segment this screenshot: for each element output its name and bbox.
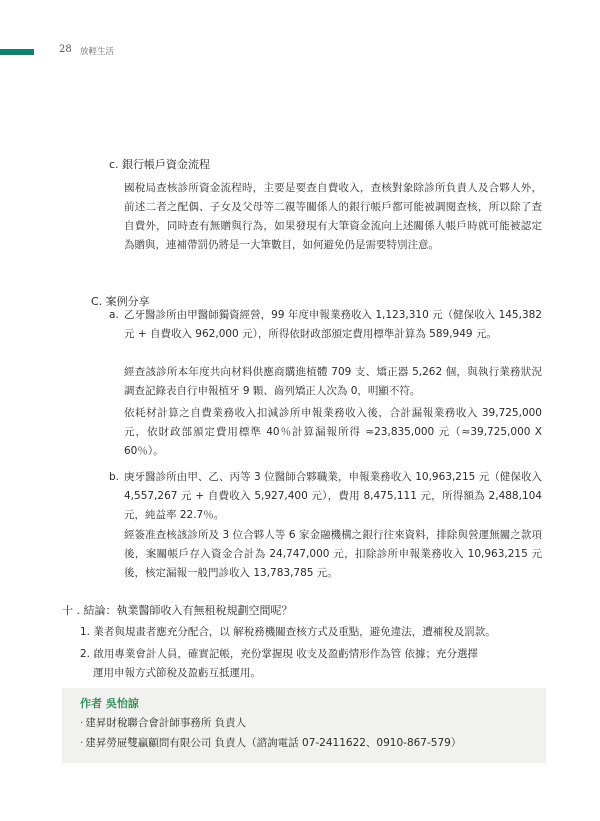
- conclusion-item-2-line-2: 運用申報方式節稅及盈虧互抵運用。: [93, 667, 261, 679]
- conclusion-item-2: [80, 645, 550, 683]
- conclusion-item-2-line-1: 2. 啟用專業會計人員，確實記帳，充份掌握現 收支及盈虧情形作為管 依據；充分選擇: [80, 648, 479, 660]
- subsection-heading-c: c. 銀行帳戶資金流程: [109, 158, 211, 171]
- bullet-icon: ·: [80, 737, 84, 749]
- author-title: 作者 吳怡諒: [80, 697, 139, 710]
- conclusion-heading: 十 . 結論：執業醫師收入有無租稅規劃空間呢？: [62, 604, 293, 617]
- case-a-paragraph-3: 依耗材計算之自費業務收入扣減診所申報業務收入後，合計漏報業務收入 39,725,000 元，依財政部頒定費用標準 40％計算漏報所得 ≈23,835,000 元（≈39,725,000 X 60％）。: [124, 407, 542, 457]
- case-b-paragraph-1: 庚牙醫診所由甲、乙、丙等 3 位醫師合夥職業，申報業務收入 10,963,215 元（健保收入 4,557,267 元 + 自費收入 5,927,400 元），費用 8,475,111 元，所得額為 2,488,104 元，純益率 22.7％。: [124, 471, 542, 521]
- conclusion-item-1: 1. 業者與規畫者應充分配合，以 解稅務機關查核方式及重點，避免違法，遭補稅及罰款。: [80, 626, 496, 638]
- author-affiliation-1: [80, 715, 246, 730]
- case-b-label: b.: [109, 471, 120, 483]
- page-number: 28: [59, 44, 72, 55]
- case-a-paragraph-1: 乙牙醫診所由甲醫師獨資經營，99 年度申報業務收入 1,123,310 元（健保收入 145,382 元 + 自費收入 962,000 元），所得依財政部頒定費用標準計算為 589,949 元。: [124, 309, 542, 340]
- paragraph-bank-flow: 國稅局查核診所資金流程時，主要是要查自費收入，查核對象除診所負責人及合夥人外，前述二者之配偶、子女及父母等二親等關係人的銀行帳戶都可能被調閱查核，所以除了查自費外，同時查有無贈與行為，如果發現有大筆資金流向上述關係人帳戶時就可能被認定為贈與，連補帶罰仍將是一大筆數目，如何避免仍是需要特別注意。: [124, 182, 542, 251]
- case-a-label: a.: [109, 309, 119, 321]
- author-affiliation-1-text: 建昇財稅聯合會計師事務所 負責人: [85, 717, 247, 729]
- running-title: 放輕生活: [80, 47, 115, 57]
- header-accent-bar: [0, 49, 34, 55]
- author-affiliation-2: [80, 735, 461, 750]
- section-heading-case-share: C. 案例分享: [91, 295, 150, 308]
- author-affiliation-2-text: 建昇勞屉雙贏顧問有限公司 負責人（諮詢電話 07-2411622、0910-867-579）: [85, 737, 462, 749]
- bullet-icon: ·: [80, 717, 84, 729]
- case-a-paragraph-2: 經查該診所本年度共向材料供應商購進植體 709 支、矯正器 5,262 個，與執行業務狀況調查記錄表自行申報植牙 9 顆、齒列矯正人次為 0，明顯不符。: [124, 366, 542, 397]
- case-b-paragraph-2: 經簽准查核該診所及 3 位合夥人等 6 家金融機構之銀行往來資料，排除與營運無關之款項後，案關帳戶存入資金合計為 24,747,000 元，扣除診所申報業務收入 10,963,215 元後，核定漏報一般門診收入 13,783,785 元。: [124, 529, 542, 579]
